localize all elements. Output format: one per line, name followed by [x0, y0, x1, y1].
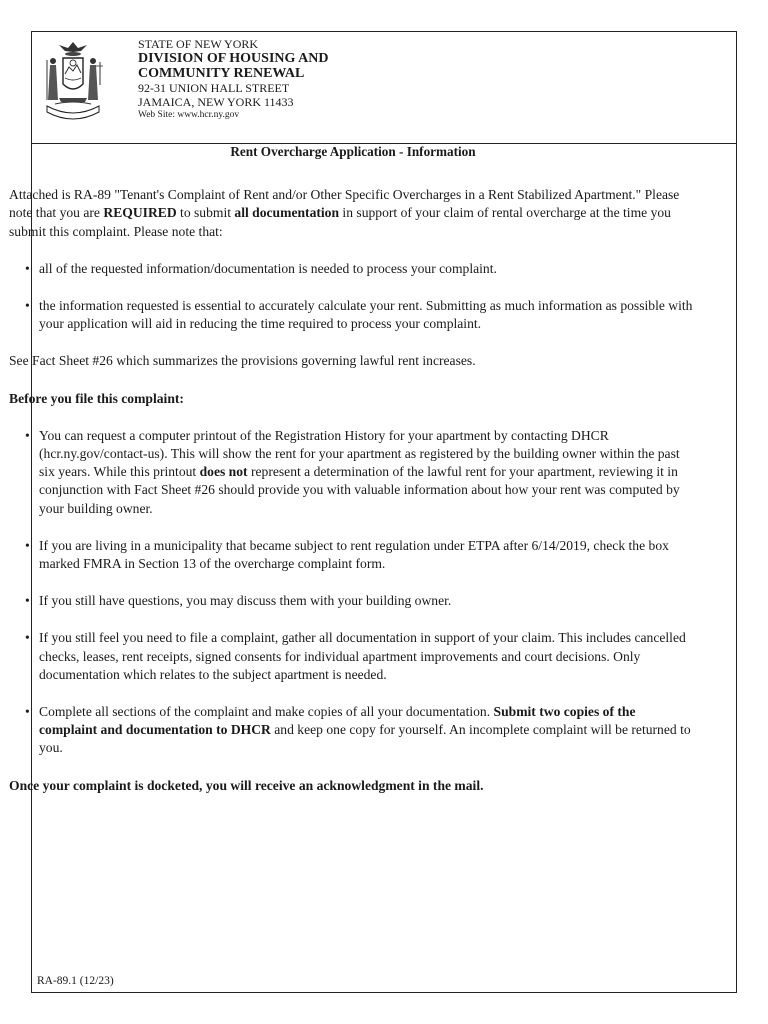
state-name: STATE OF NEW YORK [138, 37, 259, 51]
form-number: RA-89.1 (12/23) [37, 975, 114, 987]
before-heading: Before you file this complaint: [9, 390, 184, 406]
document-body [9, 143, 697, 814]
intro-text: to submit [176, 205, 235, 221]
intro-text: in support of your claim of rental overcharge at the time you submit this complaint. Please note that: [9, 205, 671, 239]
list-item [9, 703, 697, 758]
intro-all-documentation: all documentation [234, 205, 340, 221]
intro-required: REQUIRED [103, 205, 177, 221]
page-title: Rent Overcharge Application - Information [230, 144, 476, 159]
list-item: • If you still have questions, you may discuss them with your building owner. [9, 592, 697, 610]
intro-text: Attached is RA-89 "Tenant's Complaint of Rent and/or Other Specific Overcharges in a Rent Stabilized Apartment." Please note that you are [9, 187, 680, 221]
agency-block [138, 37, 328, 122]
step-text: represent a determination of the lawful rent for your apartment, reviewing it in conjunction with Fact Sheet #26 should provide you with valuable information about how your rent was computed by your building owner. [39, 464, 680, 516]
step-text: Complete all sections of the complaint and make copies of all your documentation. [39, 704, 494, 720]
letterhead [32, 32, 736, 144]
closing-statement: Once your complaint is docketed, you will receive an acknowledgment in the mail. [9, 777, 484, 793]
division-name-line2: COMMUNITY RENEWAL [138, 66, 305, 81]
list-item: • If you are living in a municipality that became subject to rent regulation under ETPA after 6/14/2019, check the box marked FMRA in Section 13 of the overcharge complaint form. [9, 537, 697, 573]
step-text: You can request a computer printout of the Registration History for your apartment by contacting DHCR (hcr.ny.gov/contact-us). This will show the rent for your apartment as registered by the building owner within the past six years. While this printout [39, 427, 680, 480]
list-item: • all of the requested information/documentation is needed to process your complaint. [9, 260, 697, 278]
steps-list [9, 427, 697, 758]
division-name-line1: DIVISION OF HOUSING AND [138, 51, 329, 66]
notes-list [9, 260, 697, 334]
address-city: JAMAICA, NEW YORK 11433 [138, 95, 294, 109]
step-emphasis: Submit two copies of the complaint and documentation to DHCR [39, 704, 636, 738]
intro-paragraph [9, 186, 697, 241]
list-item: • If you still feel you need to file a complaint, gather all documentation in support of your claim. This includes cancelled checks, leases, rent receipts, signed consents for individual apartment improvements and court decisions. Only documentation which relates to the subject apartment is needed. [9, 629, 697, 684]
list-item: • the information requested is essential to accurately calculate your rent. Submitting as much information as possible with your application will aid in reducing the time required to process your complaint. [9, 297, 697, 333]
website-link[interactable]: Web Site: www.hcr.ny.gov [138, 110, 240, 120]
ny-state-seal-icon [41, 40, 105, 122]
step-emphasis: does not [199, 464, 248, 480]
address-street: 92-31 UNION HALL STREET [138, 81, 290, 95]
list-item [9, 427, 697, 518]
step-text: and keep one copy for yourself. An incomplete complaint will be returned to you. [39, 722, 691, 756]
fact-sheet-paragraph: See Fact Sheet #26 which summarizes the provisions governing lawful rent increases. [9, 353, 476, 369]
